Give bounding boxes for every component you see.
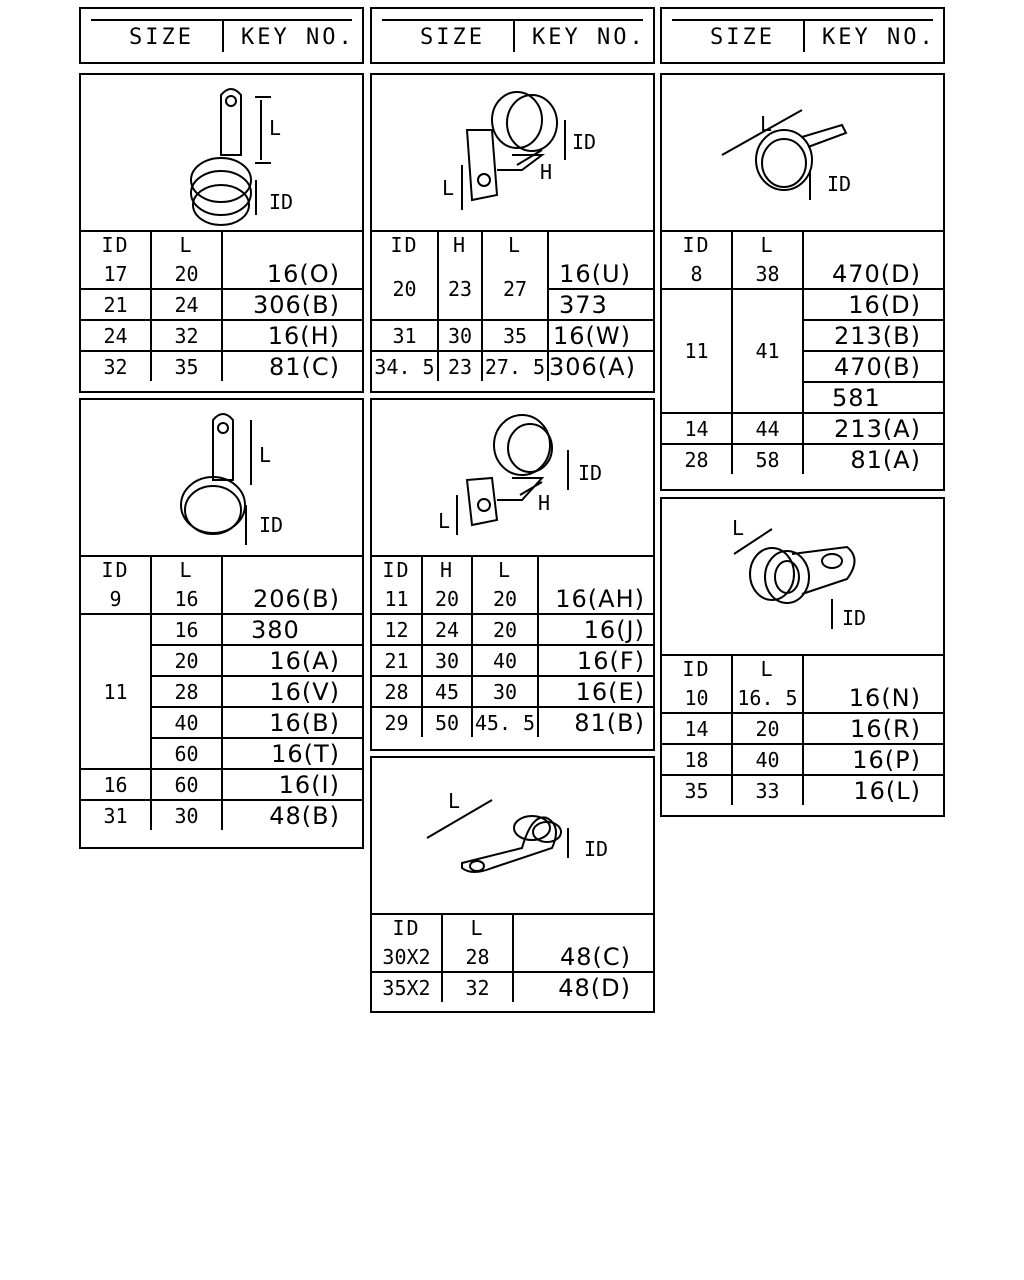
clamp-panel-2 [370, 73, 655, 393]
col-id: ID [372, 913, 442, 942]
cell-key: 581 [803, 382, 943, 413]
cell-l: 27. 5 [482, 351, 548, 381]
dim-l-label: L [259, 443, 272, 467]
table-row [662, 289, 943, 320]
clamp-panel-5 [370, 398, 655, 751]
cell-key: 48(D) [513, 972, 653, 1002]
clamp-illustration-7 [372, 758, 653, 915]
cell-key: 470(D) [803, 259, 943, 289]
cell-key: 16(W) [548, 320, 653, 351]
dim-id-label: ID [269, 190, 294, 214]
cell-id: 16 [81, 769, 151, 800]
size-header-3 [660, 7, 945, 64]
cell-id: 29 [372, 707, 422, 737]
cell-key: 16(U) [548, 259, 653, 289]
table-row [372, 320, 653, 351]
cell-id: 11 [372, 584, 422, 614]
cell-l: 40 [472, 645, 538, 676]
cell-l: 30 [151, 800, 222, 830]
size-label: SIZE [420, 25, 485, 50]
table-row [662, 744, 943, 775]
cell-id: 31 [372, 320, 438, 351]
cell-l: 28 [151, 676, 222, 707]
cell-h: 23 [438, 259, 482, 320]
cell-key: 213(A) [803, 413, 943, 444]
table-row [662, 683, 943, 713]
cell-key: 16(J) [538, 614, 653, 645]
band-clamp-icon [662, 75, 943, 230]
cell-key: 16(N) [803, 683, 943, 713]
cell-l: 33 [732, 775, 803, 805]
cell-key: 213(B) [803, 320, 943, 351]
table-row [662, 713, 943, 744]
clamp-panel-7 [370, 756, 655, 1013]
dim-id-label: ID [584, 837, 609, 861]
cell-key: 16(T) [222, 738, 362, 769]
cell-key: 16(B) [222, 707, 362, 738]
double-p-clamp-icon [372, 758, 653, 913]
clamp-table-3 [662, 230, 943, 474]
dim-h-label: H [538, 491, 551, 515]
cell-id: 21 [81, 289, 151, 320]
cell-l: 16. 5 [732, 683, 803, 713]
table-row [372, 351, 653, 381]
dim-id-label: ID [842, 606, 867, 630]
cell-key: 16(D) [803, 289, 943, 320]
col-id: ID [372, 230, 438, 259]
cell-l: 20 [472, 614, 538, 645]
cell-h: 23 [438, 351, 482, 381]
cell-id: 30X2 [372, 942, 442, 972]
dim-l-label: L [438, 509, 451, 533]
col-l: L [151, 230, 222, 259]
cell-key: 16(AH) [538, 584, 653, 614]
clamp-illustration-3 [662, 75, 943, 232]
clamp-panel-6 [660, 497, 945, 817]
cell-key: 470(B) [803, 351, 943, 382]
col-key [222, 230, 362, 259]
table-row [662, 413, 943, 444]
col-l: L [442, 913, 513, 942]
table-row [81, 614, 362, 645]
clamp-illustration-1 [81, 75, 362, 232]
loop-clamp-plain-icon [81, 400, 362, 555]
key-no-label: KEY NO. [532, 25, 646, 50]
cell-key: 306(B) [222, 289, 362, 320]
table-row [81, 769, 362, 800]
col-key [222, 555, 362, 584]
col-id: ID [662, 654, 732, 683]
dim-h-label: H [540, 160, 553, 184]
cell-l: 30 [472, 676, 538, 707]
cell-key: 16(I) [222, 769, 362, 800]
cell-l: 16 [151, 614, 222, 645]
cell-id: 31 [81, 800, 151, 830]
col-key [548, 230, 653, 259]
cell-id: 17 [81, 259, 151, 289]
cell-id: 34. 5 [372, 351, 438, 381]
table-row [372, 645, 653, 676]
col-key [538, 555, 653, 584]
cell-key: 373 [548, 289, 653, 320]
loop-clamp-tab-icon [81, 75, 362, 230]
cell-h: 20 [422, 584, 472, 614]
cell-key: 16(E) [538, 676, 653, 707]
col-h: H [422, 555, 472, 584]
size-label: SIZE [710, 25, 775, 50]
cell-key: 48(C) [513, 942, 653, 972]
dim-l-label: L [442, 176, 455, 200]
clamp-panel-4 [79, 398, 364, 849]
cell-key: 306(A) [548, 351, 653, 381]
cell-h: 30 [422, 645, 472, 676]
cell-l: 24 [151, 289, 222, 320]
dim-id-label: ID [572, 130, 597, 154]
cell-key: 81(A) [803, 444, 943, 474]
cell-l: 28 [442, 942, 513, 972]
cell-key: 16(F) [538, 645, 653, 676]
table-row [81, 584, 362, 614]
cell-id: 21 [372, 645, 422, 676]
clamp-table-6 [662, 654, 943, 805]
cell-id: 32 [81, 351, 151, 381]
cell-h: 50 [422, 707, 472, 737]
size-header-1 [79, 7, 364, 64]
cell-id: 24 [81, 320, 151, 351]
dim-id-label: ID [578, 461, 603, 485]
cell-key: 16(P) [803, 744, 943, 775]
table-row [662, 444, 943, 474]
cell-id: 11 [81, 614, 151, 769]
saddle-clamp-icon [372, 75, 653, 230]
cell-id: 8 [662, 259, 732, 289]
cell-id: 35X2 [372, 972, 442, 1002]
cell-l: 27 [482, 259, 548, 320]
table-row [81, 351, 362, 381]
cushioned-p-clamp-icon [662, 499, 943, 654]
cell-l: 60 [151, 769, 222, 800]
table-row [372, 707, 653, 737]
table-row [81, 289, 362, 320]
size-header-2 [370, 7, 655, 64]
clamp-table-2 [372, 230, 653, 381]
table-row [372, 259, 653, 289]
cell-id: 10 [662, 683, 732, 713]
cell-id: 28 [662, 444, 732, 474]
dim-l-label: L [732, 516, 745, 540]
size-label: SIZE [129, 25, 194, 50]
cell-h: 24 [422, 614, 472, 645]
clamp-table-5 [372, 555, 653, 737]
dim-id-label: ID [259, 513, 284, 537]
table-row [662, 775, 943, 805]
cell-id: 11 [662, 289, 732, 413]
col-id: ID [81, 555, 151, 584]
col-h: H [438, 230, 482, 259]
clamp-panel-1 [79, 73, 364, 393]
dim-l-label: L [448, 789, 461, 813]
cell-l: 16 [151, 584, 222, 614]
table-row [372, 614, 653, 645]
cell-id: 18 [662, 744, 732, 775]
cell-l: 58 [732, 444, 803, 474]
clamp-illustration-2 [372, 75, 653, 232]
table-row [662, 259, 943, 289]
cell-l: 20 [151, 645, 222, 676]
key-no-label: KEY NO. [822, 25, 936, 50]
cell-l: 32 [442, 972, 513, 1002]
table-row [372, 972, 653, 1002]
cell-id: 14 [662, 713, 732, 744]
cell-l: 20 [472, 584, 538, 614]
table-row [372, 942, 653, 972]
dim-id-label: ID [827, 172, 852, 196]
key-no-label: KEY NO. [241, 25, 355, 50]
col-key [803, 230, 943, 259]
cell-id: 14 [662, 413, 732, 444]
clamp-table-1 [81, 230, 362, 381]
cell-l: 41 [732, 289, 803, 413]
table-row [81, 259, 362, 289]
cell-l: 20 [732, 713, 803, 744]
cell-l: 44 [732, 413, 803, 444]
cell-l: 38 [732, 259, 803, 289]
col-id: ID [81, 230, 151, 259]
clamp-illustration-6 [662, 499, 943, 656]
saddle-clamp-single-icon [372, 400, 653, 555]
table-row [81, 800, 362, 830]
col-l: L [732, 654, 803, 683]
cell-l: 32 [151, 320, 222, 351]
col-key [513, 913, 653, 942]
cell-key: 16(O) [222, 259, 362, 289]
cell-id: 20 [372, 259, 438, 320]
table-row [372, 584, 653, 614]
cell-id: 35 [662, 775, 732, 805]
cell-key: 16(L) [803, 775, 943, 805]
cell-key: 16(A) [222, 645, 362, 676]
clamp-table-4 [81, 555, 362, 830]
cell-l: 20 [151, 259, 222, 289]
cell-id: 28 [372, 676, 422, 707]
col-id: ID [662, 230, 732, 259]
cell-l: 60 [151, 738, 222, 769]
cell-id: 12 [372, 614, 422, 645]
cell-l: 45. 5 [472, 707, 538, 737]
dim-l-label: L [269, 116, 282, 140]
col-id: ID [372, 555, 422, 584]
col-l: L [151, 555, 222, 584]
cell-l: 40 [732, 744, 803, 775]
cell-key: 48(B) [222, 800, 362, 830]
cell-l: 40 [151, 707, 222, 738]
table-row [372, 676, 653, 707]
clamp-panel-3 [660, 73, 945, 491]
cell-key: 81(C) [222, 351, 362, 381]
col-l: L [472, 555, 538, 584]
cell-key: 16(V) [222, 676, 362, 707]
cell-key: 81(B) [538, 707, 653, 737]
col-l: L [732, 230, 803, 259]
cell-l: 35 [151, 351, 222, 381]
col-l: L [482, 230, 548, 259]
cell-l: 35 [482, 320, 548, 351]
col-key [803, 654, 943, 683]
cell-key: 16(H) [222, 320, 362, 351]
table-row [81, 320, 362, 351]
cell-h: 45 [422, 676, 472, 707]
cell-h: 30 [438, 320, 482, 351]
clamp-illustration-4 [81, 400, 362, 557]
cell-id: 9 [81, 584, 151, 614]
cell-key: 206(B) [222, 584, 362, 614]
clamp-illustration-5 [372, 400, 653, 557]
clamp-table-7 [372, 913, 653, 1002]
cell-key: 380 [222, 614, 362, 645]
cell-key: 16(R) [803, 713, 943, 744]
dim-l-label: L [760, 112, 773, 136]
